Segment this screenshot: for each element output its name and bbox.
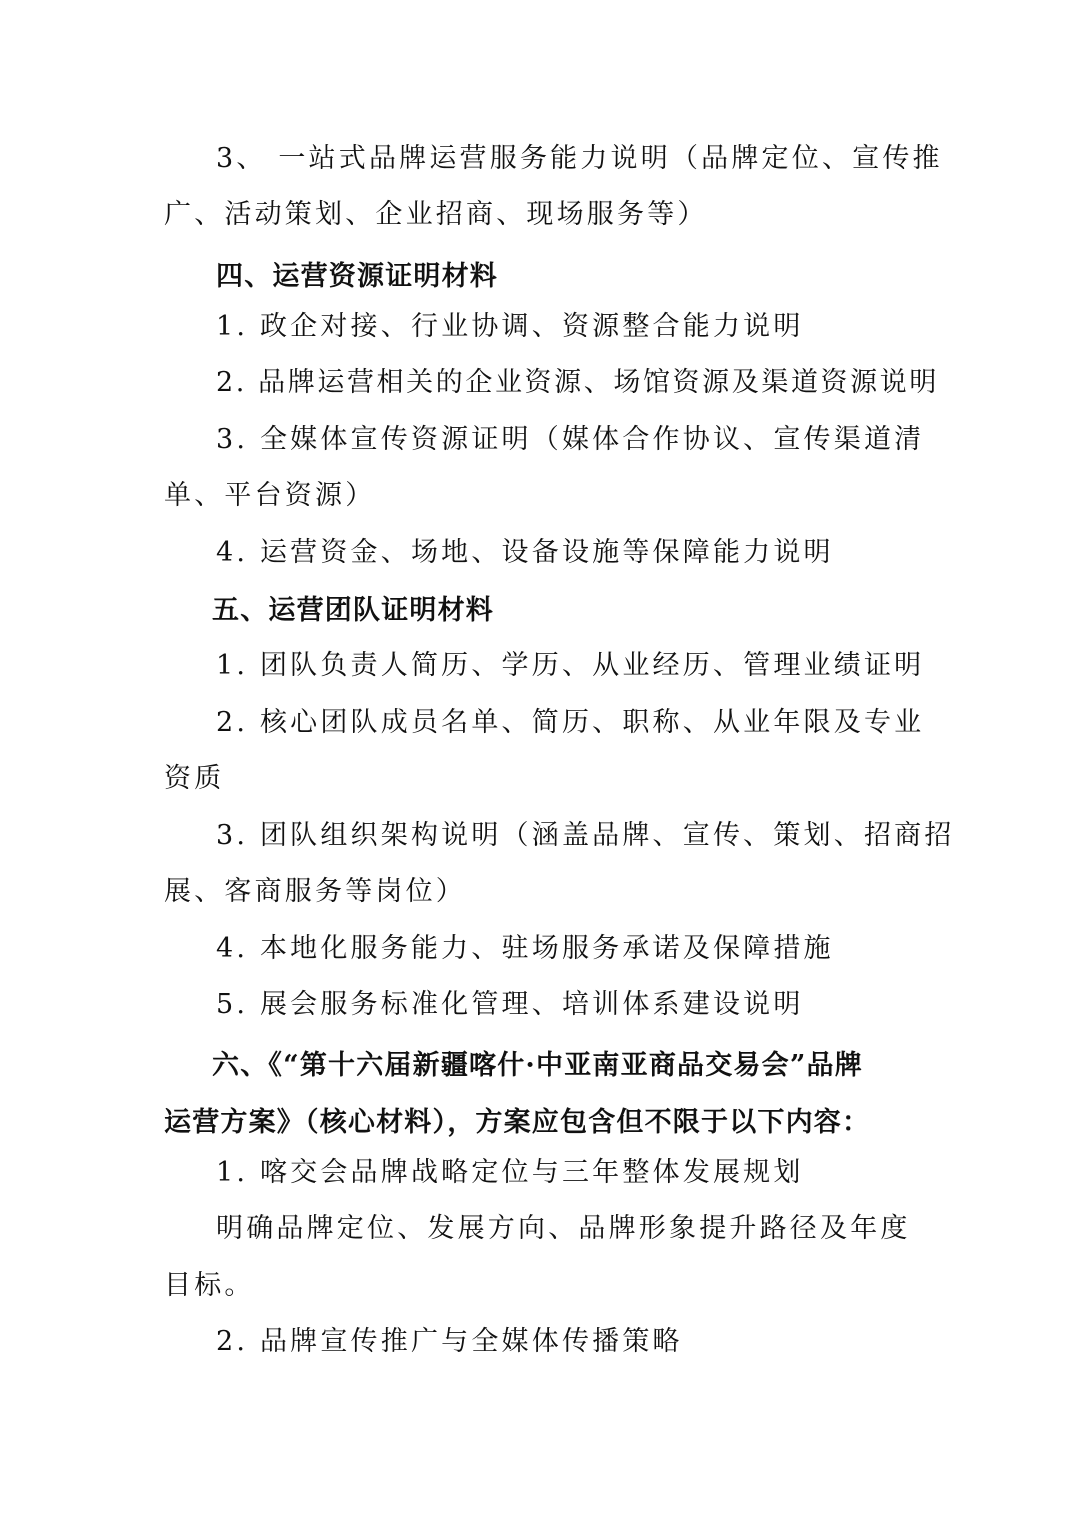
list-item xyxy=(0,307,1080,347)
paragraph-line: 明确品牌定位、发展方向、品牌形象提升路径及年度 xyxy=(216,1213,911,1244)
paragraph-line: 5. 展会服务标准化管理、培训体系建设说明 xyxy=(216,989,804,1020)
list-item xyxy=(0,985,1080,1025)
list-item xyxy=(0,363,1080,403)
list-item xyxy=(0,1322,1080,1362)
paragraph-line: 1. 政企对接、行业协调、资源整合能力说明 xyxy=(216,311,804,342)
paragraph-line: 4. 本地化服务能力、驻场服务承诺及保障措施 xyxy=(216,933,834,964)
paragraph-line: 4. 运营资金、场地、设备设施等保障能力说明 xyxy=(216,537,834,568)
list-item-brand-service xyxy=(0,139,1080,179)
paragraph-line: 目标。 xyxy=(164,1270,255,1301)
heading-text: 五、运营团队证明材料 xyxy=(212,595,494,626)
paragraph-line: 1. 喀交会品牌战略定位与三年整体发展规划 xyxy=(216,1157,804,1188)
section-heading-team xyxy=(0,591,1080,631)
list-item-cont xyxy=(0,759,1080,799)
paragraph-line: 资质 xyxy=(164,763,225,794)
paragraph-line: 3、 一站式品牌运营服务能力说明（品牌定位、宣传推 xyxy=(216,143,943,174)
heading-text: 四、运营资源证明材料 xyxy=(216,261,498,292)
heading-text: 运营方案》（核心材料），方案应包含但不限于以下内容： xyxy=(164,1107,871,1138)
list-item xyxy=(0,1153,1080,1193)
paragraph-line: 3. 团队组织架构说明（涵盖品牌、宣传、策划、招商招 xyxy=(216,820,955,851)
list-item xyxy=(0,703,1080,743)
body-paragraph-cont xyxy=(0,1266,1080,1306)
body-paragraph xyxy=(0,1209,1080,1249)
paragraph-line: 广、活动策划、企业招商、现场服务等） xyxy=(164,199,708,230)
paragraph-line: 2. 核心团队成员名单、简历、职称、从业年限及专业 xyxy=(216,707,925,738)
section-heading-plan-cont xyxy=(0,1103,1080,1143)
heading-text: 六、《“第十六届新疆喀什·中亚南亚商品交易会”品牌 xyxy=(212,1050,863,1081)
list-item xyxy=(0,533,1080,573)
list-item xyxy=(0,816,1080,856)
list-item-brand-service-cont xyxy=(0,195,1080,235)
paragraph-line: 展、客商服务等岗位） xyxy=(164,876,466,907)
list-item xyxy=(0,420,1080,460)
paragraph-line: 1. 团队负责人简历、学历、从业经历、管理业绩证明 xyxy=(216,650,925,681)
list-item-cont xyxy=(0,476,1080,516)
paragraph-line: 3. 全媒体宣传资源证明（媒体合作协议、宣传渠道清 xyxy=(216,424,925,455)
paragraph-line: 2. 品牌宣传推广与全媒体传播策略 xyxy=(216,1326,683,1357)
section-heading-plan xyxy=(0,1046,1080,1086)
list-item-cont xyxy=(0,872,1080,912)
list-item xyxy=(0,646,1080,686)
paragraph-line: 单、平台资源） xyxy=(164,480,376,511)
paragraph-line: 2. 品牌运营相关的企业资源、场馆资源及渠道资源说明 xyxy=(216,367,939,398)
section-heading-resources xyxy=(0,257,1080,297)
list-item xyxy=(0,929,1080,969)
